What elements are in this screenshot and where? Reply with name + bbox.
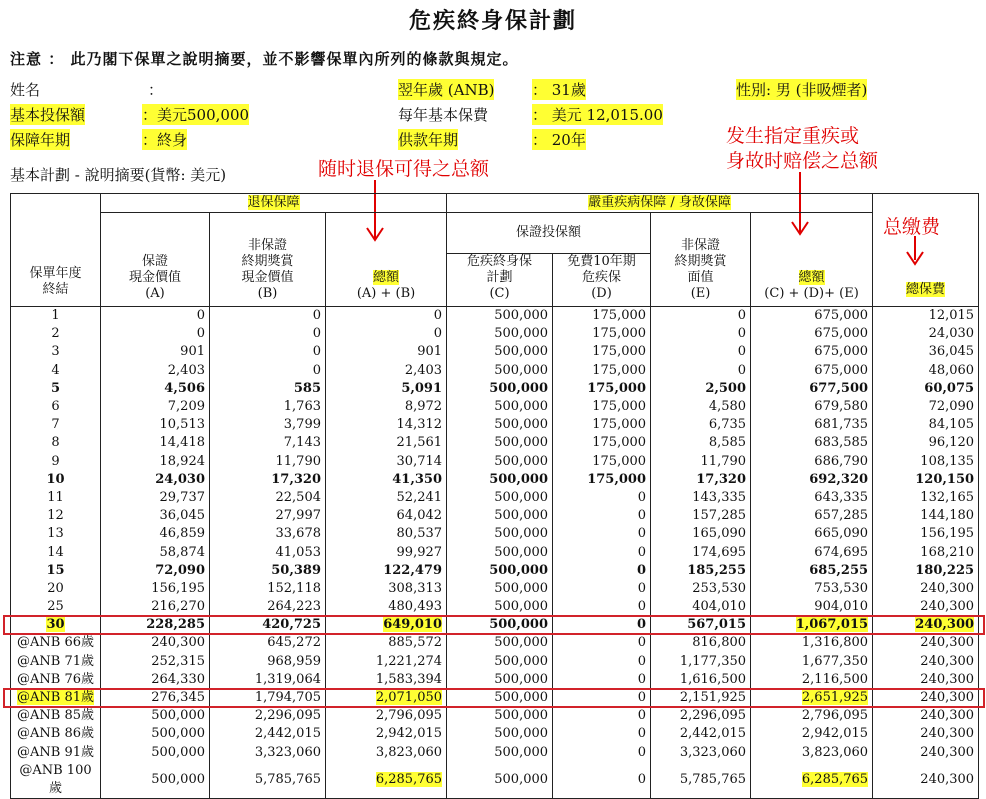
row-value-cell: 264,223 — [210, 598, 326, 616]
col-cde-header: 總額 (C) + (D)+ (E) — [751, 213, 873, 307]
row-value-cell: 567,015 — [651, 616, 751, 634]
annual-premium-value: ： 美元 12,015.00 — [532, 106, 663, 124]
row-value-cell: 500,000 — [101, 744, 210, 762]
row-value-cell: 480,493 — [326, 598, 447, 616]
table-row — [11, 562, 979, 580]
row-value-cell: 500,000 — [447, 671, 553, 689]
row-year-cell: 2 — [11, 325, 101, 343]
row-value-cell: 500,000 — [101, 762, 210, 799]
row-value-cell: 84,105 — [873, 416, 979, 434]
row-value-cell: 500,000 — [447, 725, 553, 743]
row-value-cell: 0 — [210, 307, 326, 326]
row-value-cell: 240,300 — [873, 580, 979, 598]
row-year-cell: 1 — [11, 307, 101, 326]
row-value-cell: 0 — [553, 525, 651, 543]
row-value-cell: 96,120 — [873, 434, 979, 452]
row-value-cell: 2,151,925 — [651, 689, 751, 707]
row-value-cell: 901 — [326, 343, 447, 361]
row-value-cell: 8,585 — [651, 434, 751, 452]
row-value-cell: 108,135 — [873, 453, 979, 471]
row-value-cell: 132,165 — [873, 489, 979, 507]
row-value-cell: 3,823,060 — [326, 744, 447, 762]
row-value-cell: 308,313 — [326, 580, 447, 598]
row-value-cell: 48,060 — [873, 362, 979, 380]
row-value-cell: 253,530 — [651, 580, 751, 598]
coverage-term-label: 保障年期 — [10, 131, 71, 149]
row-value-cell: 500,000 — [101, 707, 210, 725]
row-value-cell: 500,000 — [447, 507, 553, 525]
row-value-cell: 500,000 — [447, 616, 553, 634]
row-value-cell: 175,000 — [553, 434, 651, 452]
coverage-term-value: ：終身 — [142, 131, 188, 149]
row-value-cell: 0 — [326, 307, 447, 326]
row-value-cell: 1,763 — [210, 398, 326, 416]
col-e-header: 非保證 終期獎賞 面值 (E) — [651, 213, 751, 307]
row-value-cell: 41,350 — [326, 471, 447, 489]
row-year-cell: @ANB 85歲 — [11, 707, 101, 725]
annotation-total-premium: 总缴费 — [883, 216, 941, 238]
row-value-cell: 0 — [553, 762, 651, 799]
row-value-cell: 500,000 — [447, 634, 553, 652]
row-value-cell: 175,000 — [553, 416, 651, 434]
row-value-cell: 1,221,274 — [326, 653, 447, 671]
row-year-cell: 5 — [11, 380, 101, 398]
row-year-cell: 7 — [11, 416, 101, 434]
row-value-cell: 1,067,015 — [751, 616, 873, 634]
row-value-cell: 240,300 — [873, 616, 979, 634]
row-value-cell: 585 — [210, 380, 326, 398]
row-value-cell: 753,530 — [751, 580, 873, 598]
row-value-cell: 0 — [553, 671, 651, 689]
row-value-cell: 1,616,500 — [651, 671, 751, 689]
row-value-cell: 816,800 — [651, 634, 751, 652]
row-value-cell: 1,794,705 — [210, 689, 326, 707]
table-row — [11, 671, 979, 689]
row-value-cell: 7,143 — [210, 434, 326, 452]
row-year-cell: @ANB 100歲 — [11, 762, 101, 799]
sub-guaranteed-sum-header: 保證投保額 — [447, 213, 651, 254]
row-value-cell: 500,000 — [101, 725, 210, 743]
row-value-cell: 683,585 — [751, 434, 873, 452]
row-value-cell: 240,300 — [873, 762, 979, 799]
row-year-cell: 11 — [11, 489, 101, 507]
row-value-cell: 10,513 — [101, 416, 210, 434]
row-value-cell: 649,010 — [326, 616, 447, 634]
row-value-cell: 1,319,064 — [210, 671, 326, 689]
row-value-cell: 1,316,800 — [751, 634, 873, 652]
table-row — [11, 453, 979, 471]
table-row — [11, 343, 979, 361]
row-year-cell: 10 — [11, 471, 101, 489]
row-value-cell: 18,924 — [101, 453, 210, 471]
row-value-cell: 500,000 — [447, 380, 553, 398]
row-value-cell: 901 — [101, 343, 210, 361]
row-value-cell: 240,300 — [873, 689, 979, 707]
row-value-cell: 500,000 — [447, 471, 553, 489]
row-value-cell: 885,572 — [326, 634, 447, 652]
row-value-cell: 2,442,015 — [651, 725, 751, 743]
plan-summary-label: 基本計劃 - 說明摘要(貨幣: 美元) — [10, 166, 227, 184]
annual-premium-label: 每年基本保費 — [398, 106, 489, 124]
row-year-cell: @ANB 66歲 — [11, 634, 101, 652]
row-value-cell: 2,942,015 — [326, 725, 447, 743]
row-value-cell: 36,045 — [873, 343, 979, 361]
row-year-cell: 30 — [11, 616, 101, 634]
col-ab-header: 總額 (A) + (B) — [326, 213, 447, 307]
row-value-cell: 252,315 — [101, 653, 210, 671]
row-value-cell: 240,300 — [101, 634, 210, 652]
name-value: ： — [148, 81, 164, 99]
row-value-cell: 0 — [553, 543, 651, 561]
row-value-cell: 175,000 — [553, 453, 651, 471]
col-b-header: 非保證 終期獎賞 現金價值 (B) — [210, 213, 326, 307]
row-value-cell: 0 — [553, 707, 651, 725]
row-value-cell: 240,300 — [873, 653, 979, 671]
row-year-cell: @ANB 86歲 — [11, 725, 101, 743]
gender-value: 性別: 男 (非吸煙者) — [736, 81, 868, 99]
sum-insured-label: 基本投保額 — [10, 106, 86, 124]
row-year-cell: 8 — [11, 434, 101, 452]
row-value-cell: 500,000 — [447, 580, 553, 598]
table-row — [11, 362, 979, 380]
row-value-cell: 216,270 — [101, 598, 210, 616]
row-value-cell: 175,000 — [553, 362, 651, 380]
age-value: ： 31歲 — [532, 81, 586, 99]
row-value-cell: 46,859 — [101, 525, 210, 543]
row-value-cell: 665,090 — [751, 525, 873, 543]
row-value-cell: 64,042 — [326, 507, 447, 525]
disclaimer-note: 注意 ： 此乃閣下保單之說明摘要，並不影響保單內所列的條款與規定。 — [10, 50, 519, 68]
row-value-cell: 643,335 — [751, 489, 873, 507]
row-value-cell: 144,180 — [873, 507, 979, 525]
table-row — [11, 398, 979, 416]
row-value-cell: 677,500 — [751, 380, 873, 398]
row-value-cell: 240,300 — [873, 744, 979, 762]
table-row — [11, 525, 979, 543]
row-value-cell: 11,790 — [210, 453, 326, 471]
row-value-cell: 0 — [553, 489, 651, 507]
row-value-cell: 657,285 — [751, 507, 873, 525]
row-value-cell: 3,799 — [210, 416, 326, 434]
row-value-cell: 0 — [651, 307, 751, 326]
row-year-cell: 12 — [11, 507, 101, 525]
row-value-cell: 4,506 — [101, 380, 210, 398]
table-row — [11, 580, 979, 598]
row-year-cell: 25 — [11, 598, 101, 616]
row-value-cell: 420,725 — [210, 616, 326, 634]
row-value-cell: 168,210 — [873, 543, 979, 561]
col-a-header: 保證 現金價值 (A) — [101, 213, 210, 307]
row-value-cell: 3,323,060 — [210, 744, 326, 762]
col-year-header: 保單年度 終結 — [11, 194, 101, 307]
row-value-cell: 675,000 — [751, 307, 873, 326]
row-value-cell: 675,000 — [751, 343, 873, 361]
row-value-cell: 157,285 — [651, 507, 751, 525]
row-year-cell: 20 — [11, 580, 101, 598]
row-year-cell: 13 — [11, 525, 101, 543]
row-value-cell: 14,312 — [326, 416, 447, 434]
row-value-cell: 58,874 — [101, 543, 210, 561]
row-value-cell: 674,695 — [751, 543, 873, 561]
row-value-cell: 72,090 — [101, 562, 210, 580]
row-value-cell: 152,118 — [210, 580, 326, 598]
table-row — [11, 543, 979, 561]
group-surrender-header: 退保保障 — [101, 194, 447, 213]
row-value-cell: 679,580 — [751, 398, 873, 416]
row-value-cell: 6,285,765 — [751, 762, 873, 799]
annotation-illness-total-1: 发生指定重疾或 — [726, 125, 860, 147]
row-value-cell: 6,735 — [651, 416, 751, 434]
row-value-cell: 692,320 — [751, 471, 873, 489]
row-value-cell: 500,000 — [447, 453, 553, 471]
row-value-cell: 1,677,350 — [751, 653, 873, 671]
row-value-cell: 24,030 — [101, 471, 210, 489]
row-value-cell: 2,796,095 — [751, 707, 873, 725]
row-value-cell: 5,785,765 — [651, 762, 751, 799]
row-value-cell: 2,296,095 — [210, 707, 326, 725]
row-year-cell: @ANB 81歲 — [11, 689, 101, 707]
row-value-cell: 11,790 — [651, 453, 751, 471]
row-value-cell: 500,000 — [447, 325, 553, 343]
row-value-cell: 175,000 — [553, 343, 651, 361]
row-value-cell: 80,537 — [326, 525, 447, 543]
row-value-cell: 2,442,015 — [210, 725, 326, 743]
row-value-cell: 174,695 — [651, 543, 751, 561]
row-value-cell: 175,000 — [553, 398, 651, 416]
row-value-cell: 36,045 — [101, 507, 210, 525]
page-title: 危疾終身保計劃 — [408, 8, 577, 34]
row-value-cell: 675,000 — [751, 325, 873, 343]
row-value-cell: 2,116,500 — [751, 671, 873, 689]
row-year-cell: 6 — [11, 398, 101, 416]
row-value-cell: 500,000 — [447, 416, 553, 434]
row-value-cell: 500,000 — [447, 343, 553, 361]
row-value-cell: 120,150 — [873, 471, 979, 489]
row-value-cell: 2,500 — [651, 380, 751, 398]
row-value-cell: 60,075 — [873, 380, 979, 398]
row-value-cell: 500,000 — [447, 434, 553, 452]
age-label: 翌年歲 (ANB) — [398, 81, 495, 99]
row-value-cell: 50,389 — [210, 562, 326, 580]
row-value-cell: 500,000 — [447, 362, 553, 380]
row-value-cell: 0 — [553, 507, 651, 525]
table-row — [11, 380, 979, 398]
row-value-cell: 968,959 — [210, 653, 326, 671]
row-value-cell: 0 — [553, 616, 651, 634]
row-value-cell: 2,942,015 — [751, 725, 873, 743]
table-row — [11, 471, 979, 489]
payment-term-value: ： 20年 — [532, 131, 586, 149]
row-value-cell: 500,000 — [447, 489, 553, 507]
row-value-cell: 240,300 — [873, 671, 979, 689]
row-value-cell: 1,583,394 — [326, 671, 447, 689]
row-value-cell: 4,580 — [651, 398, 751, 416]
row-value-cell: 175,000 — [553, 471, 651, 489]
row-year-cell: @ANB 71歲 — [11, 653, 101, 671]
group-illness-header: 嚴重疾病保障 / 身故保障 — [447, 194, 873, 213]
row-value-cell: 29,737 — [101, 489, 210, 507]
row-value-cell: 500,000 — [447, 398, 553, 416]
table-row — [11, 489, 979, 507]
row-value-cell: 2,651,925 — [751, 689, 873, 707]
row-value-cell: 0 — [553, 634, 651, 652]
row-value-cell: 8,972 — [326, 398, 447, 416]
row-year-cell: 15 — [11, 562, 101, 580]
row-value-cell: 500,000 — [447, 598, 553, 616]
row-value-cell: 12,015 — [873, 307, 979, 326]
row-value-cell: 0 — [210, 362, 326, 380]
row-value-cell: 122,479 — [326, 562, 447, 580]
row-value-cell: 72,090 — [873, 398, 979, 416]
table-row — [11, 307, 979, 326]
row-value-cell: 500,000 — [447, 543, 553, 561]
row-value-cell: 21,561 — [326, 434, 447, 452]
row-value-cell: 5,091 — [326, 380, 447, 398]
highlight-box-year-30 — [3, 615, 985, 635]
row-value-cell: 5,785,765 — [210, 762, 326, 799]
row-value-cell: 686,790 — [751, 453, 873, 471]
row-value-cell: 0 — [651, 325, 751, 343]
row-value-cell: 240,300 — [873, 707, 979, 725]
row-value-cell: 500,000 — [447, 307, 553, 326]
row-value-cell: 180,225 — [873, 562, 979, 580]
row-value-cell: 33,678 — [210, 525, 326, 543]
table-row — [11, 725, 979, 743]
row-value-cell: 276,345 — [101, 689, 210, 707]
col-d-header: 免費10年期 危疾保 (D) — [553, 254, 651, 307]
row-value-cell: 2,071,050 — [326, 689, 447, 707]
col-total-premium-header: 總保費 — [873, 194, 979, 307]
row-value-cell: 2,796,095 — [326, 707, 447, 725]
row-value-cell: 2,296,095 — [651, 707, 751, 725]
row-value-cell: 0 — [553, 580, 651, 598]
row-value-cell: 17,320 — [651, 471, 751, 489]
row-value-cell: 500,000 — [447, 707, 553, 725]
row-value-cell: 99,927 — [326, 543, 447, 561]
annotation-surrender-total: 随时退保可得之总额 — [318, 158, 490, 180]
row-value-cell: 7,209 — [101, 398, 210, 416]
name-label: 姓名 — [10, 81, 41, 99]
row-value-cell: 27,997 — [210, 507, 326, 525]
row-value-cell: 175,000 — [553, 307, 651, 326]
row-value-cell: 500,000 — [447, 744, 553, 762]
row-year-cell: 9 — [11, 453, 101, 471]
row-value-cell: 0 — [553, 598, 651, 616]
row-value-cell: 143,335 — [651, 489, 751, 507]
row-value-cell: 3,323,060 — [651, 744, 751, 762]
row-value-cell: 500,000 — [447, 762, 553, 799]
row-value-cell: 0 — [210, 325, 326, 343]
row-value-cell: 500,000 — [447, 525, 553, 543]
row-value-cell: 30,714 — [326, 453, 447, 471]
row-value-cell: 41,053 — [210, 543, 326, 561]
row-value-cell: 0 — [553, 562, 651, 580]
table-row — [11, 434, 979, 452]
table-row — [11, 634, 979, 652]
row-value-cell: 185,255 — [651, 562, 751, 580]
row-value-cell: 0 — [553, 725, 651, 743]
row-value-cell: 52,241 — [326, 489, 447, 507]
row-value-cell: 0 — [651, 362, 751, 380]
row-value-cell: 156,195 — [101, 580, 210, 598]
row-value-cell: 500,000 — [447, 562, 553, 580]
row-value-cell: 175,000 — [553, 380, 651, 398]
annotation-illness-total-2: 身故时赔偿之总额 — [726, 150, 879, 172]
payment-term-label: 供款年期 — [398, 131, 459, 149]
row-value-cell: 0 — [101, 307, 210, 326]
row-value-cell: 0 — [553, 689, 651, 707]
table-row — [11, 598, 979, 616]
row-value-cell: 165,090 — [651, 525, 751, 543]
table-row — [11, 653, 979, 671]
row-value-cell: 228,285 — [101, 616, 210, 634]
row-value-cell: 0 — [553, 653, 651, 671]
row-value-cell: 2,403 — [326, 362, 447, 380]
row-year-cell: 3 — [11, 343, 101, 361]
row-value-cell: 264,330 — [101, 671, 210, 689]
table-body — [11, 307, 979, 799]
row-value-cell: 0 — [101, 325, 210, 343]
highlight-box-anb-81 — [3, 688, 985, 708]
table-row — [11, 744, 979, 762]
row-value-cell: 6,285,765 — [326, 762, 447, 799]
row-value-cell: 17,320 — [210, 471, 326, 489]
row-value-cell: 904,010 — [751, 598, 873, 616]
row-year-cell: 4 — [11, 362, 101, 380]
row-value-cell: 685,255 — [751, 562, 873, 580]
table-row — [11, 325, 979, 343]
col-c-header: 危疾終身保 計劃 (C) — [447, 254, 553, 307]
row-value-cell: 156,195 — [873, 525, 979, 543]
row-value-cell: 0 — [553, 744, 651, 762]
row-value-cell: 22,504 — [210, 489, 326, 507]
row-value-cell: 675,000 — [751, 362, 873, 380]
row-value-cell: 500,000 — [447, 689, 553, 707]
row-year-cell: @ANB 76歲 — [11, 671, 101, 689]
row-value-cell: 240,300 — [873, 598, 979, 616]
row-value-cell: 14,418 — [101, 434, 210, 452]
sum-insured-value: ：美元500,000 — [142, 106, 250, 124]
row-value-cell: 1,177,350 — [651, 653, 751, 671]
row-value-cell: 240,300 — [873, 634, 979, 652]
row-year-cell: 14 — [11, 543, 101, 561]
row-value-cell: 175,000 — [553, 325, 651, 343]
row-value-cell: 500,000 — [447, 653, 553, 671]
row-value-cell: 0 — [651, 343, 751, 361]
table-row — [11, 707, 979, 725]
row-value-cell: 24,030 — [873, 325, 979, 343]
row-value-cell: 645,272 — [210, 634, 326, 652]
row-value-cell: 3,823,060 — [751, 744, 873, 762]
table-row — [11, 507, 979, 525]
row-value-cell: 240,300 — [873, 725, 979, 743]
row-value-cell: 0 — [326, 325, 447, 343]
table-row — [11, 416, 979, 434]
row-value-cell: 0 — [210, 343, 326, 361]
row-value-cell: 404,010 — [651, 598, 751, 616]
row-year-cell: @ANB 91歲 — [11, 744, 101, 762]
row-value-cell: 2,403 — [101, 362, 210, 380]
row-value-cell: 681,735 — [751, 416, 873, 434]
